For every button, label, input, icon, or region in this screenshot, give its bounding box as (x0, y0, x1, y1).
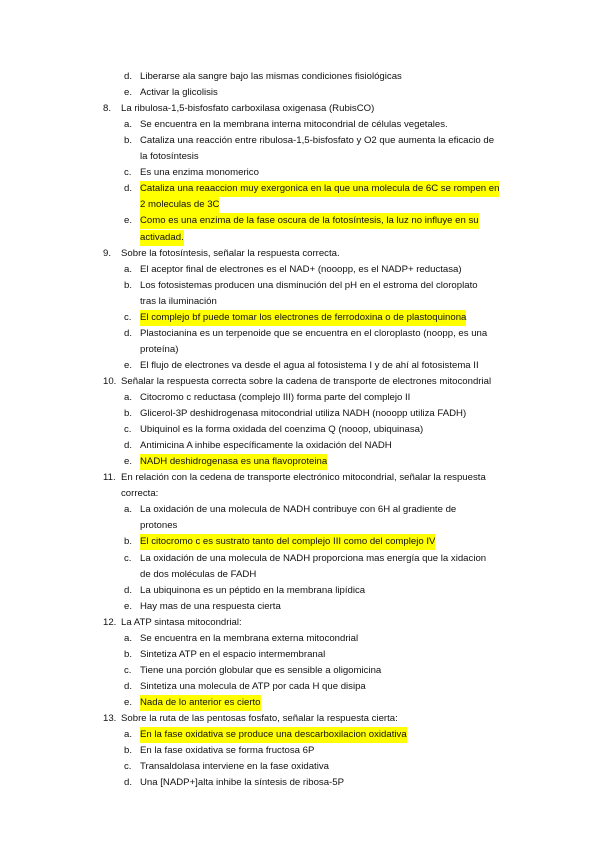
option-text: Sintetiza ATP en el espacio intermembranal (140, 648, 326, 660)
option-marker: d. (124, 440, 133, 452)
option-marker: d. (124, 327, 133, 339)
option-marker: c. (124, 311, 132, 323)
option-text: Los fotosistemas producen una disminución del pH en el estroma del cloroplato (140, 279, 478, 291)
option-marker: a. (124, 504, 133, 516)
question-number: 9. (103, 247, 112, 259)
option-text: Se encuentra en la membrana externa mitocondrial (140, 632, 359, 644)
option-text: Tiene una porción globular que es sensible a oligomicina (140, 664, 382, 676)
option-text: Ubiquinol es la forma oxidada del coenzima Q (nooop, ubiquinasa) (140, 424, 424, 436)
question-number: 12. (103, 616, 117, 628)
option-text: Citocromo c reductasa (complejo III) forma parte del complejo II (140, 392, 411, 403)
option-text: Liberarse ala sangre bajo las mismas condiciones fisiológicas (140, 71, 402, 82)
option-marker: d. (124, 71, 133, 82)
option-marker: e. (124, 456, 133, 468)
highlighted-answer-text: Nada de lo anterior es cierto (140, 695, 261, 711)
question-text: La ATP sintasa mitocondrial: (121, 616, 242, 628)
option-marker: d. (124, 777, 133, 789)
option-text: la fotosíntesis (140, 151, 199, 163)
highlighted-answer-text: activadad. (140, 230, 184, 246)
question-text: Sobre la fotosíntesis, señalar la respuesta correcta. (121, 247, 340, 259)
option-text: Cataliza una reacción entre ribulosa-1,5-bisfosfato y O2 que aumenta la eficacio de (140, 135, 495, 147)
option-text: Glicerol-3P deshidrogenasa mitocondrial utiliza NADH (nooopp utiliza FADH) (140, 408, 467, 420)
option-text: En la fase oxidativa se forma fructosa 6P (140, 745, 315, 757)
question-number: 13. (103, 713, 117, 724)
option-marker: c. (124, 167, 132, 179)
option-text: Hay mas de una respuesta cierta (140, 600, 281, 612)
option-marker: b. (124, 536, 133, 548)
option-marker: e. (124, 359, 133, 371)
option-text: La oxidación de una molecula de NADH proporciona mas energía que la xidacion (140, 552, 487, 564)
option-text: de dos moléculas de FADH (140, 568, 257, 580)
option-text: El aceptor final de electrones es el NAD+ (nooopp, es el NADP+ reductasa) (140, 263, 462, 275)
option-marker: c. (124, 761, 132, 773)
question-text: En relación con la cedena de transporte electrónico mitocondrial, señalar la respuesta (121, 472, 486, 484)
option-text: Transaldolasa interviene en la fase oxidativa (140, 761, 329, 773)
option-marker: b. (124, 648, 133, 660)
option-marker: a. (124, 119, 133, 131)
option-text: Una [NADP+]alta inhibe la síntesis de ribosa-5P (140, 777, 344, 789)
option-marker: d. (124, 584, 133, 596)
option-marker: b. (124, 408, 133, 420)
option-text: protones (140, 520, 178, 532)
option-marker: c. (124, 664, 132, 676)
option-marker: e. (124, 215, 133, 227)
option-marker: e. (124, 696, 133, 708)
option-marker: c. (124, 424, 132, 436)
highlighted-answer-text: 2 moleculas de 3C (140, 197, 219, 213)
option-text: Es una enzima monomerico (140, 167, 259, 179)
option-marker: a. (124, 729, 133, 741)
option-text: Activar la glicolisis (140, 87, 218, 99)
option-marker: a. (124, 392, 133, 403)
option-text: proteína) (140, 343, 179, 355)
option-text: La ubiquinona es un péptido en la membrana lipídica (140, 584, 366, 596)
option-marker: e. (124, 87, 133, 99)
highlighted-answer-text: Como es una enzima de la fase oscura de la fotosíntesis, la luz no influye en su (140, 213, 479, 229)
question-text: Señalar la respuesta correcta sobre la cadena de transporte de electrones mitocondrial (121, 375, 492, 387)
option-marker: a. (124, 632, 133, 644)
option-text: Sintetiza una molecula de ATP por cada H que disipa (140, 680, 366, 692)
option-marker: b. (124, 745, 133, 757)
option-marker: a. (124, 263, 133, 275)
question-number: 8. (103, 103, 112, 115)
question-number: 11. (103, 472, 116, 484)
option-marker: d. (124, 183, 133, 195)
option-marker: c. (124, 552, 132, 564)
option-text: tras la iluminación (140, 295, 217, 307)
option-text: El flujo de electrones va desde el agua al fotosistema I y de ahí al fotosistema II (140, 359, 479, 371)
highlighted-answer-text: Cataliza una reaaccion muy exergonica en la que una molecula de 6C se rompen en (140, 181, 499, 197)
option-marker: b. (124, 279, 133, 291)
highlighted-answer-text: NADH deshidrogenasa es una flavoproteina (140, 454, 327, 470)
option-text: Plastocianina es un terpenoide que se encuentra en el cloroplasto (noopp, es una (140, 327, 488, 339)
highlighted-answer-text: En la fase oxidativa se produce una descarboxilacion oxidativa (140, 727, 407, 743)
option-marker: b. (124, 135, 133, 147)
question-text: Sobre la ruta de las pentosas fosfato, señalar la respuesta cierta: (121, 713, 398, 724)
option-marker: d. (124, 680, 133, 692)
question-text: correcta: (121, 488, 159, 500)
option-text: Antimicina A inhibe específicamente la oxidación del NADH (140, 440, 392, 452)
option-marker: e. (124, 600, 133, 612)
option-text: La oxidación de una molecula de NADH contribuye con 6H al gradiente de (140, 504, 457, 516)
highlighted-answer-text: El complejo bf puede tomar los electrones de ferrodoxina o de plastoquinona (140, 310, 466, 326)
question-text: La ribulosa-1,5-bisfosfato carboxilasa oxigenasa (RubisCO) (121, 103, 375, 115)
option-text: Se encuentra en la membrana interna mitocondrial de células vegetales. (140, 119, 448, 131)
question-number: 10. (103, 375, 117, 387)
highlighted-answer-text: El citocromo c es sustrato tanto del complejo III como del complejo IV (140, 534, 435, 550)
